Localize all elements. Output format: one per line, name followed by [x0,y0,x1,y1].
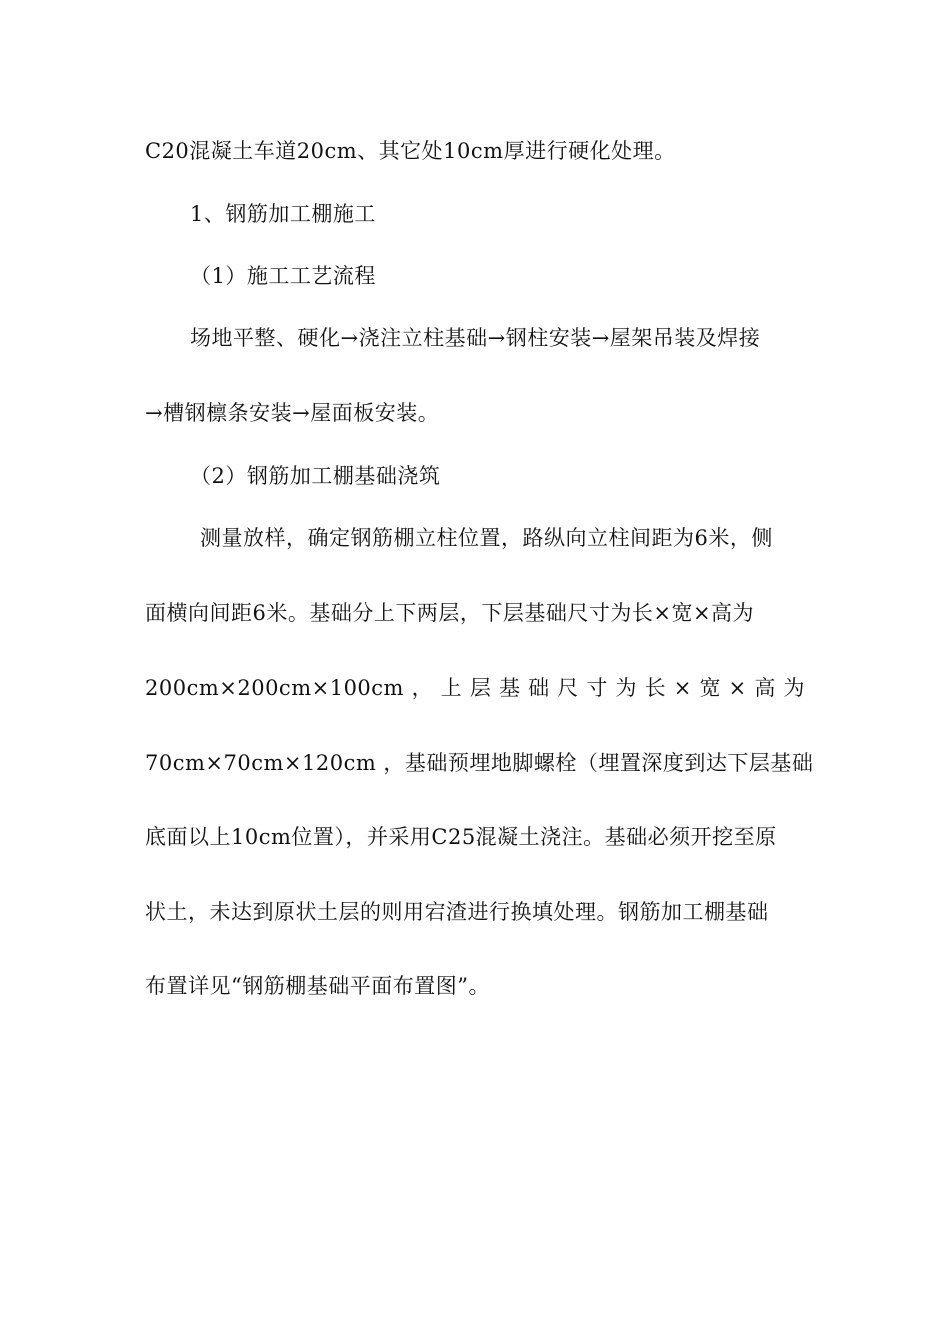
paragraph-line-3: 面横向间距6米。基础分上下两层，下层基础尺寸为长×宽×高为 [145,601,755,625]
process-flow-line-2: →槽钢檩条安装→屋面板安装。 [145,401,440,425]
dimension-text-1: 200cm×200cm×100cm [145,676,404,700]
subsection-heading-2: （2）钢筋加工棚基础浇筑 [190,464,441,488]
char-3: 基 [498,676,521,700]
char-6: 寸 [586,676,608,700]
paragraph-line-5: 70cm×70cm×120cm ，基础预埋地脚螺栓（埋置深度到达下层基础 [145,751,814,775]
char-13: 为 [783,676,805,700]
paragraph-line-1: C20混凝土车道20cm、其它处10cm厚进行硬化处理。 [145,139,676,163]
paragraph-line-2: 测量放样，确定钢筋棚立柱位置，路纵向立柱间距为6米，侧 [200,526,773,550]
char-5: 尺 [557,676,579,700]
paragraph-line-6: 底面以上10cm位置），并采用C25混凝土浇注。基础必须开挖至原 [145,825,777,849]
process-flow-line-1: 场地平整、硬化→浇注立柱基础→钢柱安装→屋架吊装及焊接 [190,326,761,350]
section-heading-1: 1、钢筋加工棚施工 [190,202,376,226]
char-1: 上 [440,676,463,700]
paragraph-line-7: 状土，未达到原状土层的则用宕渣进行换填处理。钢筋加工棚基础 [145,900,769,924]
char-8: 长 [644,676,667,700]
punctuation-comma: ， [411,676,434,700]
char-7: 为 [615,676,637,700]
paragraph-line-8: 布置详见“钢筋棚基础平面布置图”。 [145,974,490,998]
char-4: 础 [528,676,550,700]
char-10: 宽 [699,676,721,700]
paragraph-line-4 [145,674,805,702]
char-9: × [673,676,692,700]
char-2: 层 [469,676,492,700]
subsection-heading-1: （1）施工工艺流程 [190,264,376,288]
char-11: × [728,676,747,700]
char-12: 高 [754,676,776,700]
